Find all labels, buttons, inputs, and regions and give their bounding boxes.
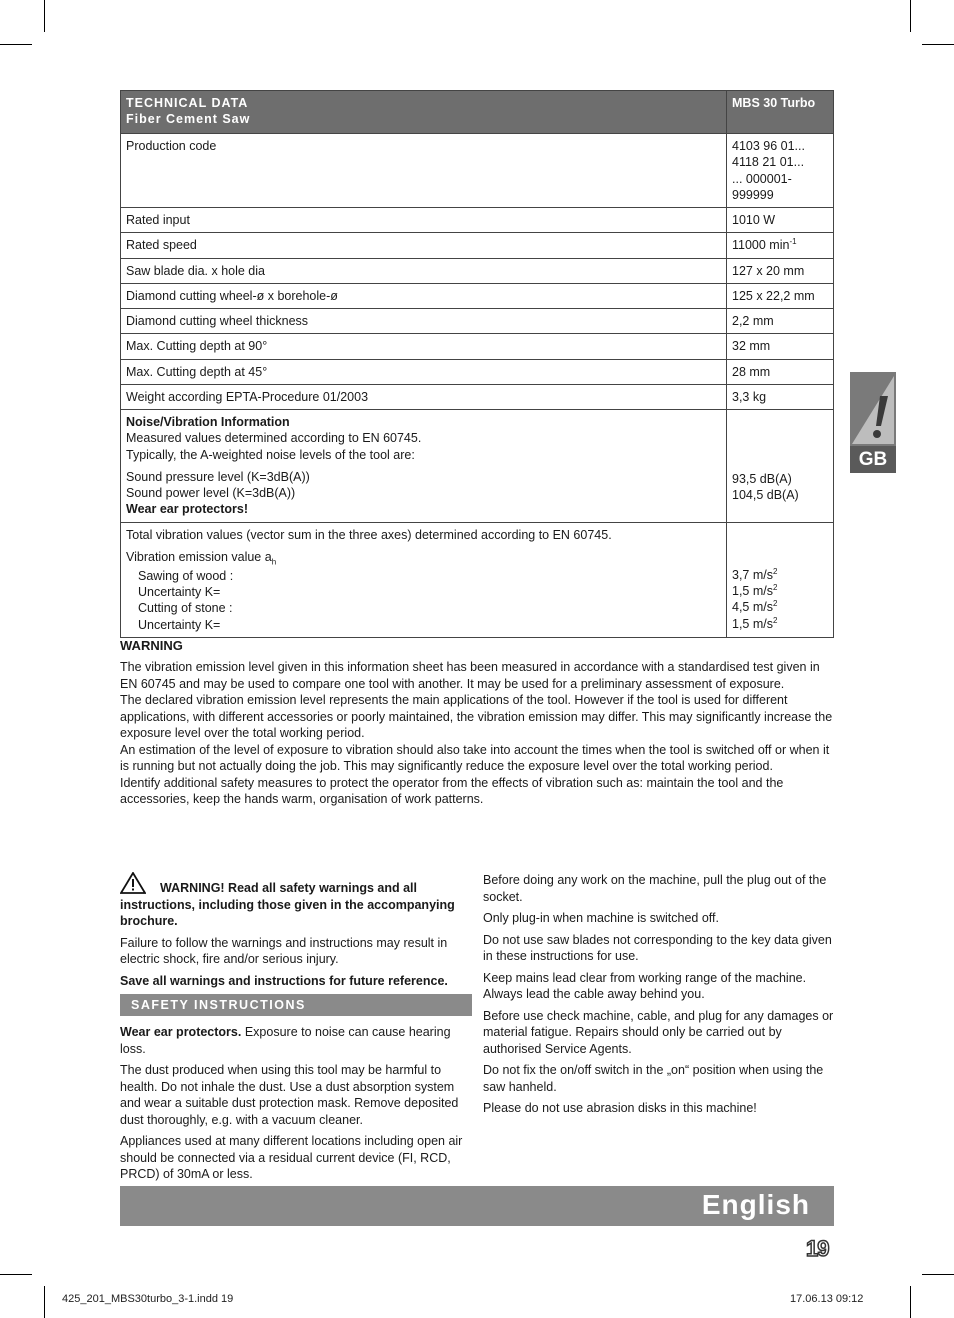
uncertainty-value: 1,5 m/s [732, 617, 773, 632]
safety-paragraph: Please do not use abrasion disks in this machine! [483, 1101, 757, 1115]
cutting-stone-label: Cutting of stone : [138, 601, 233, 616]
failure-text: Failure to follow the warnings and instructions may result in electric shock, fire and/or serious injury. [120, 935, 448, 966]
row-label: Production code [121, 134, 727, 208]
safety-paragraph: Before doing any work on the machine, pull the plug out of the socket. [483, 873, 827, 904]
vibration-emission-label [126, 549, 721, 568]
unit-exponent: 2 [773, 583, 778, 593]
sound-pressure-label: Sound pressure level (K=3dB(A)) [126, 469, 310, 484]
crop-mark [910, 1286, 911, 1318]
row-value: 125 x 22,2 mm [727, 283, 834, 308]
row-label: Diamond cutting wheel thickness [121, 309, 727, 334]
wood-value: 3,7 m/s [732, 567, 773, 582]
row-value: 127 x 20 mm [727, 258, 834, 283]
crop-mark [44, 1286, 45, 1318]
crop-mark [0, 1274, 32, 1275]
technical-data-table [120, 90, 834, 638]
crop-mark [922, 1274, 954, 1275]
ear-protectors-text: Exposure to noise can cause hearing loss. [120, 1025, 451, 1056]
noise-label-cell [121, 410, 727, 523]
table-model: MBS 30 Turbo [727, 91, 834, 134]
table-subtitle: Fiber Cement Saw [126, 112, 251, 127]
ear-protectors-bold: Wear ear protectors. [120, 1025, 242, 1039]
vibration-value [732, 583, 828, 599]
safety-paragraph: Keep mains lead clear from working range of the machine. Always lead the cable away behind you. [483, 970, 807, 1001]
sound-pressure-value: 93,5 dB(A) [732, 472, 792, 487]
dust-paragraph: The dust produced when using this tool may be harmful to health. Do not inhale the dust. Use a dust absorption system and wear a suitable dust protection mask. Remove deposited dust thoroughly, e.g. with a vacuum cleaner. [120, 1063, 459, 1127]
warning-paragraph: Identify additional safety measures to protect the operator from the effects of vibration such as: maintain the tool and the accessories, keep the hands warm, organisation of work patterns. [120, 775, 784, 806]
table-row [121, 258, 834, 283]
table-row [121, 384, 834, 409]
crop-mark [922, 44, 954, 45]
emission-subscript: h [271, 557, 277, 567]
right-column [483, 872, 835, 1122]
row-label: Max. Cutting depth at 45° [121, 359, 727, 384]
row-value [727, 233, 834, 258]
row-value: 1010 W [727, 208, 834, 233]
vibration-row [121, 522, 834, 637]
uncertainty-label: Uncertainty K= [138, 617, 221, 632]
sound-power-label: Sound power level (K=3dB(A)) [126, 486, 296, 501]
vibration-intro: Total vibration values (vector sum in the three axes) determined according to EN 60745. [126, 527, 612, 542]
row-label: Weight according EPTA-Procedure 01/2003 [121, 384, 727, 409]
row-label: Rated speed [121, 233, 727, 258]
table-row [121, 233, 834, 258]
rcd-paragraph: Appliances used at many different locations including open air should be connected via a residual current device (FI, RCD, PRCD) of 30mA or less. [120, 1134, 463, 1181]
sound-power-value: 104,5 dB(A) [732, 488, 799, 503]
crop-mark [910, 0, 911, 32]
warning-body [120, 659, 834, 808]
table-row [121, 334, 834, 359]
uncertainty-value: 1,5 m/s [732, 584, 773, 599]
stone-value: 4,5 m/s [732, 600, 773, 615]
row-label: Rated input [121, 208, 727, 233]
vibration-value [732, 567, 828, 583]
crop-mark [0, 44, 32, 45]
warning-paragraph: The declared vibration emission level represents the main applications of the tool. However if the tool is used for different applications, with different accessories or poorly maintained, the vibration emission may differ. This may significantly increase the exposure level over the total working period. [120, 693, 833, 740]
language-code: GB [850, 446, 896, 473]
row-value: 28 mm [727, 359, 834, 384]
safety-paragraph: Do not use saw blades not corresponding to the key data given in these instructions for use. [483, 932, 832, 963]
noise-value-cell [727, 410, 834, 523]
safety-warning-heading [120, 872, 472, 930]
rated-speed-value: 11000 min [732, 238, 790, 253]
language-footer-bar [120, 1186, 834, 1226]
print-slug-date: 17.06.13 09:12 [790, 1293, 864, 1305]
production-code-line: ... 000001-999999 [732, 171, 792, 202]
row-value: 32 mm [727, 334, 834, 359]
row-value: 3,3 kg [727, 384, 834, 409]
unit-exponent: 2 [773, 599, 778, 609]
row-value: 2,2 mm [727, 309, 834, 334]
safety-warning-text: WARNING! Read all safety warnings and all instructions, including those given in the accompanying brochure. [120, 881, 455, 928]
table-row [121, 309, 834, 334]
warning-triangle-icon [120, 872, 146, 894]
warning-paragraph: The vibration emission level given in this information sheet has been measured in accordance with a standardised test given in EN 60745 and may be used to compare one tool with another. It may be used for a preliminary assessment of exposure. [120, 660, 820, 691]
left-column [120, 872, 472, 1188]
vibration-value-cell [727, 522, 834, 637]
warning-triangle-icon [850, 374, 896, 446]
crop-mark [44, 0, 45, 32]
production-code-line: 4103 96 01... [732, 139, 805, 153]
production-code-line: 4118 21 01... [732, 155, 805, 170]
noise-heading: Noise/Vibration Information [126, 415, 290, 430]
save-instructions-text: Save all warnings and instructions for future reference. [120, 973, 448, 988]
safety-paragraph: Before use check machine, cable, and plug for any damages or material fatigue. Repairs should only be carried out by authorised Service Agents. [483, 1008, 834, 1056]
table-header-title-cell [121, 91, 727, 134]
table-row [121, 283, 834, 308]
table-header-row [121, 91, 834, 134]
uncertainty-label: Uncertainty K= [138, 585, 221, 600]
safety-paragraph: Do not fix the on/off switch in the „on“ position when using the saw hanheld. [483, 1063, 824, 1094]
row-label: Max. Cutting depth at 90° [121, 334, 727, 359]
rated-speed-exponent: -1 [789, 237, 797, 247]
warning-paragraph: An estimation of the level of exposure to vibration should also take into account the times when the tool is switched off or when it is running but not actually doing the job. This may significantly reduce the exposure level over the total working period. [120, 742, 830, 773]
unit-exponent: 2 [773, 566, 778, 576]
warning-title: WARNING [120, 638, 183, 653]
vibration-label-cell [121, 522, 727, 637]
unit-exponent: 2 [773, 615, 778, 625]
row-label: Saw blade dia. x hole dia [121, 258, 727, 283]
noise-line: Measured values determined according to EN 60745. [126, 431, 422, 446]
row-value [727, 134, 834, 208]
ear-protectors-paragraph [120, 1024, 472, 1057]
noise-row [121, 410, 834, 523]
table-title: TECHNICAL DATA [126, 96, 249, 110]
print-slug-file: 425_201_MBS30turbo_3-1.indd 19 [62, 1293, 234, 1305]
safety-paragraph: Only plug-in when machine is switched off. [483, 911, 719, 925]
emission-text: Vibration emission value a [126, 549, 272, 564]
language-label: English [701, 1189, 810, 1220]
wear-protectors-note: Wear ear protectors! [126, 502, 249, 517]
table-row [121, 359, 834, 384]
row-label: Diamond cutting wheel-ø x borehole-ø [121, 283, 727, 308]
vibration-value [732, 616, 828, 632]
page-number: 19 [806, 1236, 829, 1261]
sawing-wood-label: Sawing of wood : [138, 568, 234, 583]
vibration-value [732, 599, 828, 615]
table-row [121, 208, 834, 233]
noise-line: Typically, the A-weighted noise levels of the tool are: [126, 447, 415, 462]
table-row [121, 134, 834, 208]
safety-instructions-bar: SAFETY INSTRUCTIONS [120, 994, 472, 1016]
language-side-tab [850, 372, 896, 473]
